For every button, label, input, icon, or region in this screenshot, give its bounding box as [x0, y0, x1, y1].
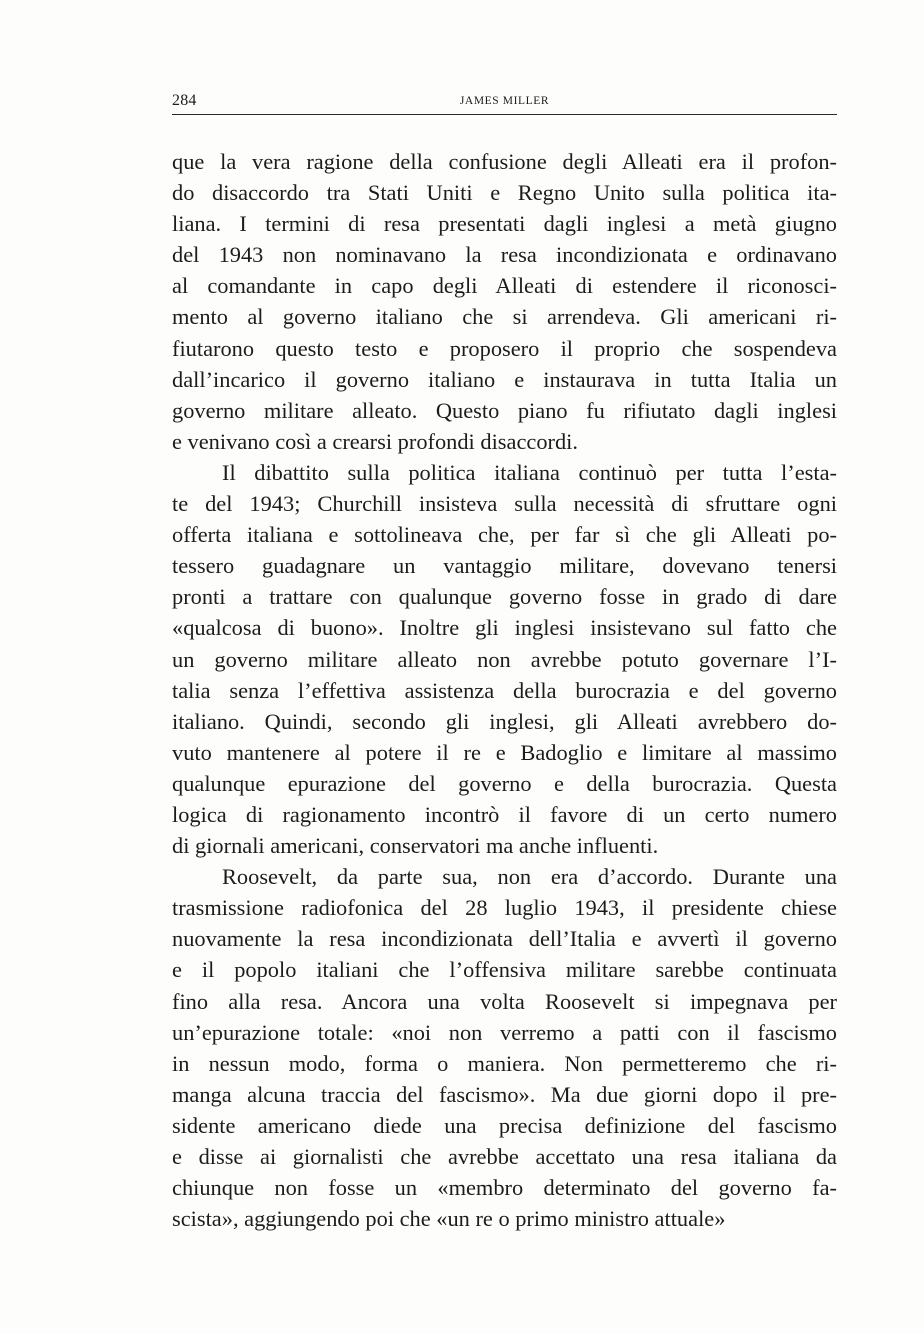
text-line: del 1943 non nominavano la resa incondizionata e ordinavano [172, 242, 837, 268]
text-line: fiutarono questo testo e proposero il proprio che sospendeva [172, 335, 837, 361]
page-number: 284 [172, 92, 197, 109]
text-line: mento al governo italiano che si arrendeva. Gli americani ri- [172, 304, 837, 330]
text-line: nuovamente la resa incondizionata dell’Italia e avvertì il governo [172, 926, 837, 952]
text-line: chiunque non fosse un «membro determinato del governo fa- [172, 1175, 837, 1201]
paragraph [172, 861, 837, 1234]
text-line: «qualcosa di buono». Inoltre gli inglesi insistevano sul fatto che [172, 615, 837, 641]
text-line: e disse ai giornalisti che avrebbe accettato una resa italiana da [172, 1144, 837, 1169]
text-line: pronti a trattare con qualunque governo fosse in grado di dare [172, 584, 837, 610]
text-line: trasmissione radiofonica del 28 luglio 1943, il presidente chiese [172, 895, 837, 921]
text-line: un’epurazione totale: «noi non verremo a patti con il fascismo [172, 1019, 837, 1045]
text-line: manga alcuna traccia del fascismo». Ma due giorni dopo il pre- [172, 1081, 837, 1107]
text-line: scista», aggiungendo poi che «un re o primo ministro attuale» [172, 1206, 726, 1232]
text-line: te del 1943; Churchill insisteva sulla necessità di sfruttare ogni [172, 491, 837, 517]
text-line: vuto mantenere al potere il re e Badoglio e limitare al massimo [172, 739, 837, 765]
text-line: do disaccordo tra Stati Uniti e Regno Unito sulla politica ita- [172, 180, 837, 206]
text-line: e venivano così a crearsi profondi disaccordi. [172, 428, 578, 454]
text-line: e il popolo italiani che l’offensiva militare sarebbe continuata [172, 957, 837, 983]
text-line: governo militare alleato. Questo piano fu rifiutato dagli inglesi [172, 397, 837, 423]
text-line: fino alla resa. Ancora una volta Roosevelt si impegnava per [172, 988, 837, 1014]
text-line: Il dibattito sulla politica italiana continuò per tutta l’esta- [222, 459, 837, 485]
text-line: un governo militare alleato non avrebbe potuto governare l’I- [172, 646, 837, 672]
text-line: talia senza l’effettiva assistenza della burocrazia e del governo [172, 677, 837, 703]
text-line: que la vera ragione della confusione degli Alleati era il profon- [172, 149, 837, 174]
text-line: Roosevelt, da parte sua, non era d’accordo. Durante una [222, 864, 837, 890]
page-header [172, 88, 837, 115]
text-line: sidente americano diede una precisa definizione del fascismo [172, 1112, 837, 1138]
body-text [172, 146, 837, 1234]
text-line: dall’incarico il governo italiano e instaurava in tutta Italia un [172, 366, 837, 392]
text-line: italiano. Quindi, secondo gli inglesi, gli Alleati avrebbero do- [172, 708, 837, 734]
text-line: liana. I termini di resa presentati dagli inglesi a metà giugno [172, 211, 837, 237]
text-line: di giornali americani, conservatori ma anche influenti. [172, 833, 659, 859]
text-line: al comandante in capo degli Alleati di estendere il riconosci- [172, 273, 837, 299]
running-head: JAMES MILLER [459, 95, 550, 107]
paragraph [172, 146, 837, 457]
text-line: qualunque epurazione del governo e della burocrazia. Questa [172, 770, 837, 796]
text-line: in nessun modo, forma o maniera. Non permetteremo che ri- [172, 1050, 837, 1076]
text-line: tessero guadagnare un vantaggio militare, dovevano tenersi [172, 553, 837, 579]
text-line: offerta italiana e sottolineava che, per far sì che gli Alleati po- [172, 522, 837, 548]
text-line: logica di ragionamento incontrò il favore di un certo numero [172, 801, 837, 827]
paragraph [172, 457, 837, 861]
